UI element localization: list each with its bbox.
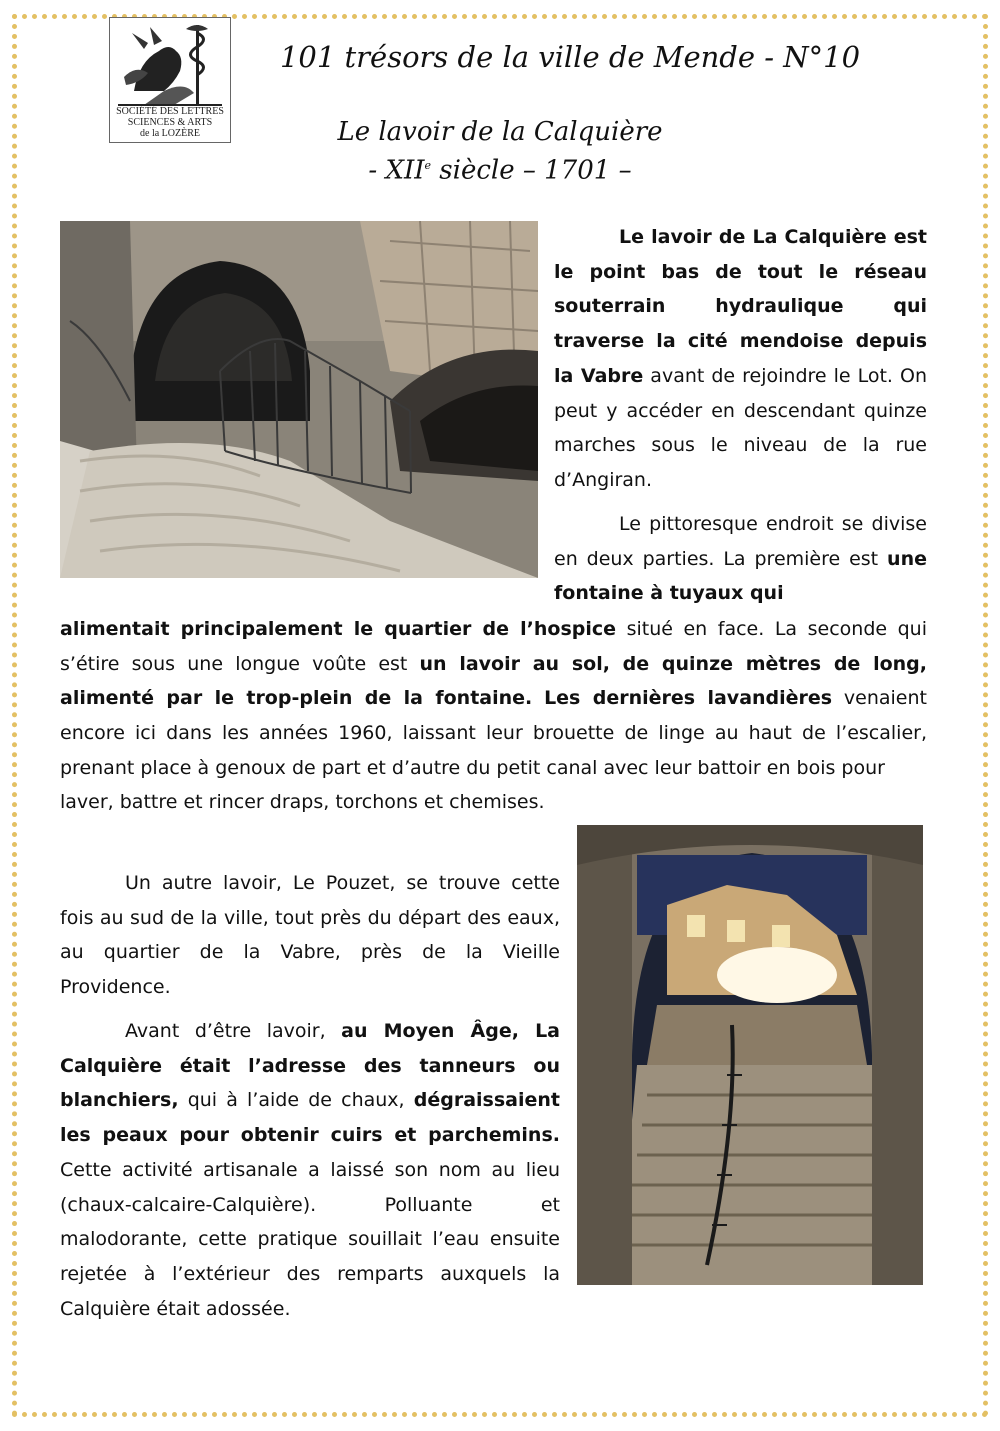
p4-span-1: Avant d’être lavoir, bbox=[125, 1020, 342, 1042]
p2-top-text bbox=[554, 507, 927, 611]
p4-text bbox=[60, 1014, 560, 1326]
lavoir-stairs-photo bbox=[60, 221, 538, 578]
p4-bold-2: dégraissaient les peaux pour obtenir cuirs et parchemins. bbox=[60, 1089, 560, 1147]
hermes-engraving-icon bbox=[114, 21, 226, 107]
date-prefix: - XII bbox=[368, 155, 425, 186]
p2-end-text bbox=[60, 785, 560, 820]
paragraph-1 bbox=[554, 220, 927, 498]
p2-mid-bold-3: Les dernières lavandières bbox=[544, 687, 833, 710]
p2-top-bold-span: une fontaine à tuyaux qui bbox=[554, 547, 927, 605]
paragraph-2-top bbox=[554, 507, 927, 611]
p2-mid-span-1: situé en face. La seconde qui s’étire sous une longue voûte est bbox=[60, 618, 927, 675]
p2-mid-text bbox=[60, 612, 927, 786]
p2-mid-bold-2: un lavoir au sol, de quinze mètres de long, alimenté par le trop-plein de la fontaine. bbox=[60, 652, 927, 710]
logo-line-2: SCIENCES & ARTS bbox=[127, 117, 213, 128]
p2-mid-span-3: venaient encore ici dans les années 1960, laissant leur brouette de linge au haut de l’escalier, prenant place à genoux de part et d’autre du petit canal avec leur battoir en bois pour bbox=[60, 687, 927, 779]
p1-span: avant de rejoindre le Lot. On peut y accéder en descendant quinze marches sous le niveau de la rue d’Angiran. bbox=[554, 364, 927, 491]
logo-line-3: de la LOZÈRE bbox=[140, 128, 200, 139]
date-superscript: e bbox=[424, 159, 432, 172]
p1-text bbox=[554, 220, 927, 498]
p4-span-2: qui à l’aide de chaux, bbox=[178, 1089, 414, 1112]
p3-span: Un autre lavoir, Le Pouzet, se trouve cette fois au sud de la ville, tout près du départ des eaux, au quartier de la Vabre, près de la Vieille Providence. bbox=[60, 872, 560, 999]
p4-span-3: Cette activité artisanale a laissé son nom au lieu (chaux-calcaire-Calquière). Polluante et malodorante, cette pratique souillait l’eau ensuite rejetée à l’extérieur des remparts auxquels la Calquière était adossée. bbox=[60, 1158, 560, 1320]
date-suffix: siècle – 1701 – bbox=[431, 155, 632, 186]
paragraph-2-middle bbox=[60, 612, 927, 786]
paragraph-4 bbox=[60, 1014, 560, 1326]
paragraph-3 bbox=[60, 866, 560, 1005]
logo-line-1: SOCIÉTÉ DES LETTRES bbox=[116, 106, 224, 117]
archway-night-photo bbox=[577, 825, 923, 1285]
p1-bold-span: Le lavoir de La Calquière est le point bas de tout le réseau souterrain hydraulique qui traverse la cité mendoise depuis la Vabre bbox=[554, 226, 927, 387]
p2-end-span: laver, battre et rincer draps, torchons et chemises. bbox=[60, 791, 545, 813]
p2-top-span: Le pittoresque endroit se divise en deux parties. La première est bbox=[554, 513, 927, 570]
article-date bbox=[270, 149, 730, 188]
p3-text bbox=[60, 866, 560, 1005]
paragraph-2-end bbox=[60, 785, 560, 820]
p4-bold-1: au Moyen Âge, La Calquière était l’adresse des tanneurs ou blanchiers, bbox=[60, 1020, 560, 1112]
document-title: 101 trésors de la ville de Mende - N°10 bbox=[279, 40, 861, 74]
article-title: Le lavoir de la Calquière bbox=[337, 117, 663, 147]
p2-mid-span-2 bbox=[532, 687, 544, 709]
p2-mid-bold-1: alimentait principalement le quartier de l’hospice bbox=[60, 618, 617, 640]
article-heading bbox=[270, 115, 730, 188]
society-logo bbox=[109, 17, 231, 143]
